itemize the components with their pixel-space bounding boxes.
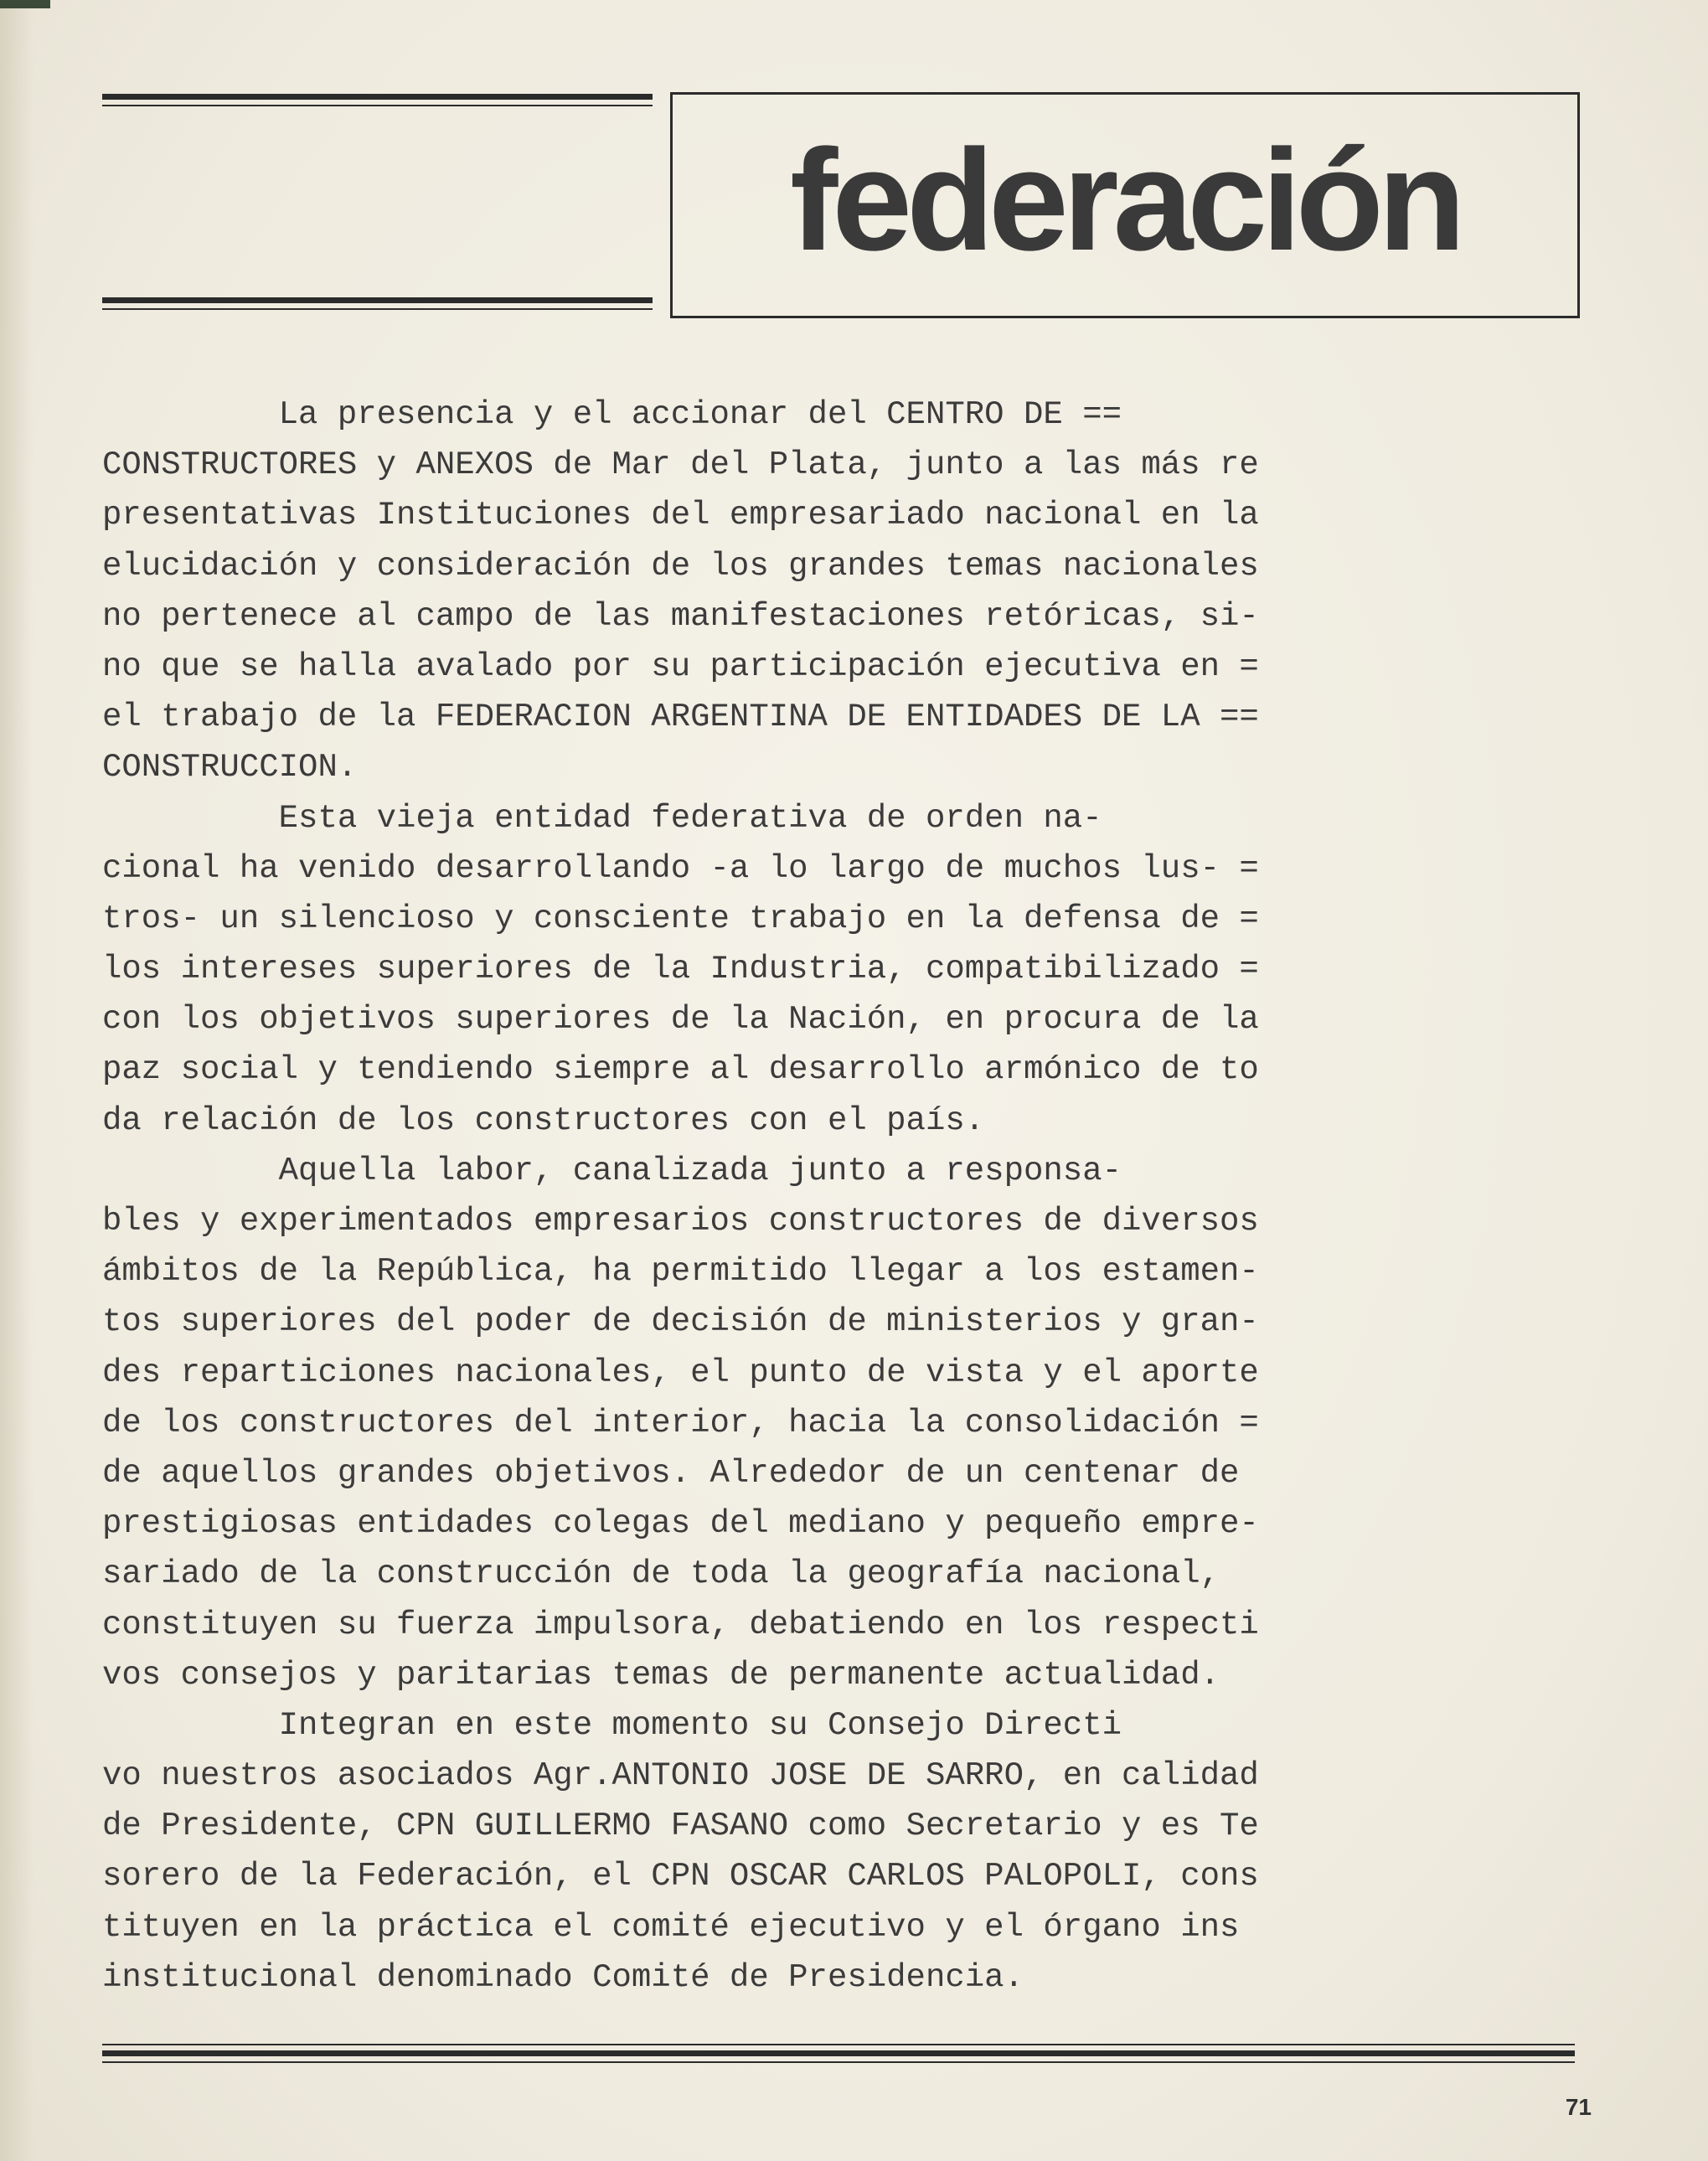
body-line: CONSTRUCCION.	[102, 749, 358, 787]
body-line: sariado de la construcción de toda la geografía nacional,	[102, 1555, 1220, 1593]
body-line: cional ha venido desarrollando -a lo largo de muchos lus- =	[102, 849, 1259, 887]
article-body	[102, 389, 1582, 2003]
body-line: Esta vieja entidad federativa de orden na-	[102, 799, 1102, 837]
binding-corner-mark	[0, 0, 50, 8]
body-line: el trabajo de la FEDERACION ARGENTINA DE ENTIDADES DE LA ==	[102, 699, 1259, 736]
body-line: Aquella labor, canalizada junto a responsa-	[102, 1152, 1122, 1189]
body-line: tos superiores del poder de decisión de ministerios y gran-	[102, 1303, 1259, 1341]
header-bottom-rule	[102, 297, 653, 310]
body-line: de Presidente, CPN GUILLERMO FASANO como Secretario y es Te	[102, 1808, 1259, 1845]
body-line: vo nuestros asociados Agr.ANTONIO JOSE DE SARRO, en calidad	[102, 1757, 1259, 1795]
body-line: La presencia y el accionar del CENTRO DE ==	[102, 396, 1122, 433]
header-top-rule	[102, 94, 653, 106]
body-line: da relación de los constructores con el país.	[102, 1101, 985, 1139]
body-line: sorero de la Federación, el CPN OSCAR CARLOS PALOPOLI, cons	[102, 1858, 1259, 1895]
page-spine-shadow	[0, 0, 34, 2161]
body-line: con los objetivos superiores de la Nación, en procura de la	[102, 1001, 1259, 1039]
body-line: presentativas Instituciones del empresariado nacional en la	[102, 497, 1259, 534]
footer-rule	[102, 2044, 1575, 2063]
body-line: Integran en este momento su Consejo Directi	[102, 1706, 1122, 1744]
body-line: no que se halla avalado por su participación ejecutiva en =	[102, 647, 1259, 685]
body-line: des reparticiones nacionales, el punto de vista y el aporte	[102, 1354, 1259, 1391]
body-line: prestigiosas entidades colegas del mediano y pequeño empre-	[102, 1505, 1259, 1543]
body-line: tros- un silencioso y consciente trabajo en la defensa de =	[102, 900, 1259, 937]
page-number: 71	[1565, 2094, 1592, 2120]
body-line: ámbitos de la República, ha permitido llegar a los estamen-	[102, 1253, 1259, 1291]
body-line: de los constructores del interior, hacia la consolidación =	[102, 1404, 1259, 1442]
body-line: no pertenece al campo de las manifestaciones retóricas, si-	[102, 597, 1259, 635]
body-line: bles y experimentados empresarios constructores de diversos	[102, 1203, 1259, 1240]
body-line: elucidación y consideración de los grandes temas nacionales	[102, 547, 1259, 585]
body-line: tituyen en la práctica el comité ejecutivo y el órgano ins	[102, 1908, 1240, 1946]
body-line: institucional denominado Comité de Presidencia.	[102, 1958, 1024, 1996]
body-line: CONSTRUCTORES y ANEXOS de Mar del Plata, junto a las más re	[102, 446, 1259, 484]
body-line: los intereses superiores de la Industria, compatibilizado =	[102, 951, 1259, 988]
body-line: de aquellos grandes objetivos. Alrededor de un centenar de	[102, 1454, 1240, 1492]
body-line: vos consejos y paritarias temas de permanente actualidad.	[102, 1656, 1220, 1694]
body-line: paz social y tendiendo siempre al desarrollo armónico de to	[102, 1051, 1259, 1089]
section-title: federación	[790, 120, 1460, 281]
title-box	[670, 92, 1580, 318]
body-line: constituyen su fuerza impulsora, debatiendo en los respecti	[102, 1606, 1259, 1643]
